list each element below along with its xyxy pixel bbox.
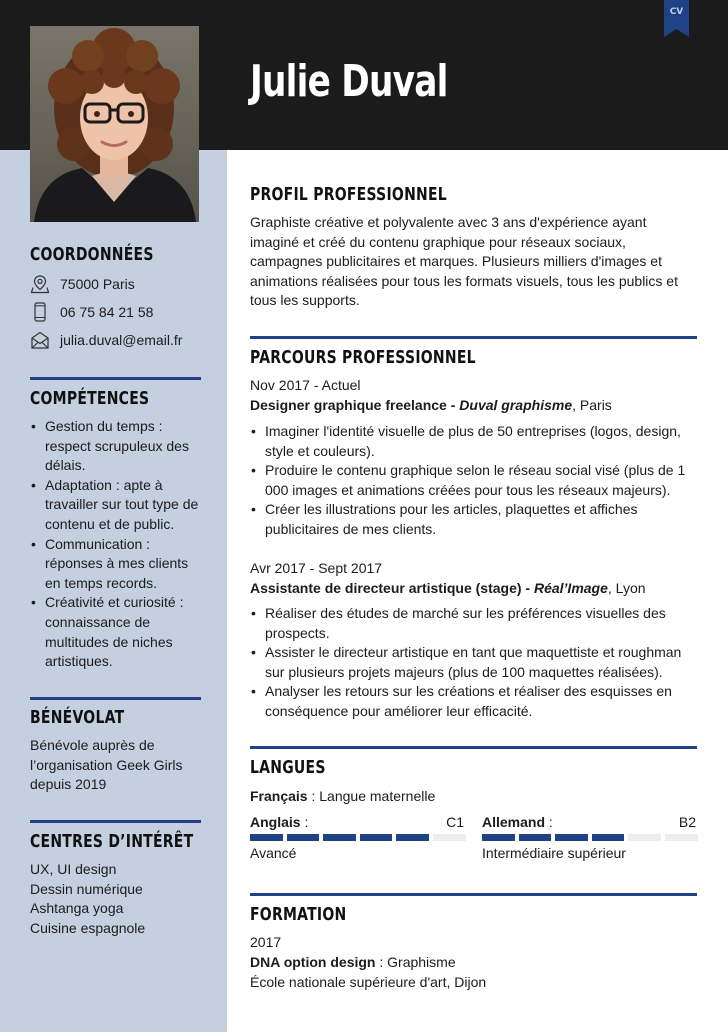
level-segment (396, 834, 429, 841)
level-segment (250, 834, 283, 841)
skill-item: • Créativité et curiosité : connaissance de multitudes de niches artistiques. (30, 593, 200, 671)
sidebar-divider (30, 820, 201, 823)
education-field: Graphisme (387, 954, 456, 970)
contact-phone (30, 301, 153, 323)
native-language-level: Langue maternelle (319, 788, 436, 804)
level-segment (360, 834, 393, 841)
sidebar-divider (30, 697, 201, 700)
job-company: Duval graphisme (459, 397, 573, 413)
language-sep: : (300, 814, 309, 830)
level-segment (287, 834, 320, 841)
language-name-row (482, 813, 553, 833)
job-title-line (250, 579, 646, 599)
job-dates: Nov 2017 - Actuel (250, 377, 361, 393)
envelope-icon (30, 330, 50, 350)
location-icon (30, 274, 50, 294)
skills-list (30, 417, 200, 672)
interest-item: Ashtanga yoga (30, 900, 124, 917)
skills-title: COMPÉTENCES (30, 389, 150, 409)
job-bullets (250, 604, 697, 722)
education-year: 2017 (250, 934, 282, 950)
interests-title: CENTRES D’INTÉRÊT (30, 832, 194, 852)
skill-item: • Adaptation : apte à travailler sur tout type de contenu et de public. (30, 476, 200, 535)
job-location: , Lyon (607, 580, 646, 596)
language-sep: : (545, 814, 553, 830)
job-bullets (250, 422, 697, 540)
level-segment (555, 834, 588, 841)
contact-title: COORDONNÉES (30, 245, 154, 265)
profile-text: Graphiste créative et polyvalente avec 3 ans d'expérience ayant imaginé et créé du contenu graphique pour réseaux sociaux, campagnes publicitaires et marques. Plusieurs milliers d'images et animations réalisées pour tous les formats visuels, tous les publics et tous les supports. (250, 214, 678, 309)
bookmark-icon (664, 0, 689, 37)
language-name: Anglais (250, 814, 301, 830)
level-segment (433, 834, 466, 841)
contact-location (30, 273, 135, 295)
education-sep: : (375, 954, 388, 970)
cv-label: CV (669, 7, 684, 17)
main-divider (250, 336, 697, 339)
contact-email (30, 329, 182, 351)
interest-item: Cuisine espagnole (30, 919, 146, 936)
education-degree-line (250, 953, 456, 973)
job-dates: Avr 2017 - Sept 2017 (250, 560, 383, 576)
contact-email-text: julia.duval@email.fr (60, 332, 183, 348)
skill-item: • Communication : réponses à mes clients en temps records. (30, 535, 200, 594)
native-language (250, 787, 435, 807)
job-bullet: • Réaliser des études de marché sur les préférences visuelles des prospects. (250, 604, 697, 643)
level-segment (592, 834, 625, 841)
skill-item: • Gestion du temps : respect scrupuleux des délais. (30, 417, 200, 476)
language-level-bar (250, 834, 466, 841)
sidebar-divider (30, 377, 201, 380)
contact-location-text: 75000 Paris (60, 276, 135, 292)
language-level-text: Intermédiaire supérieur (482, 845, 626, 861)
level-segment (482, 834, 515, 841)
job-bullet: • Assister le directeur artistique en tant que maquettiste et roughman sur plusieurs projets majeurs (plus de 100 maquettes réalisées). (250, 643, 697, 682)
education-title: FORMATION (250, 905, 347, 925)
language-code: C1 (446, 814, 464, 830)
candidate-name: Julie Duval (250, 56, 448, 107)
job-role: Designer graphique freelance - (250, 397, 460, 413)
job-bullet: • Produire le contenu graphique selon le réseau social visé (plus de 1 000 images et animations créées pour tous les réseaux majeurs). (250, 461, 697, 500)
language-level-text: Avancé (250, 845, 297, 861)
education-degree: DNA option design (250, 954, 376, 970)
language-code: B2 (678, 814, 696, 830)
job-bullet: • Créer les illustrations pour les articles, plaquettes et affiches publicitaires de mes clients. (250, 500, 697, 539)
language-name-row (250, 813, 308, 833)
native-language-sep: : (307, 788, 320, 804)
profile-title: PROFIL PROFESSIONNEL (250, 185, 447, 205)
phone-icon (30, 302, 50, 322)
languages-title: LANGUES (250, 758, 326, 778)
job-location: , Paris (572, 397, 612, 413)
job-bullet: • Imaginer l'identité visuelle de plus de 50 entreprises (logos, design, style et couleurs). (250, 422, 697, 461)
level-segment (628, 834, 661, 841)
contact-phone-text: 06 75 84 21 58 (60, 304, 154, 320)
interest-item: Dessin numérique (30, 880, 143, 897)
job-bullet: • Analyser les retours sur les créations et réaliser des esquisses en conséquence pour améliorer leur efficacité. (250, 682, 697, 721)
native-language-name: Français (250, 788, 308, 804)
interest-item: UX, UI design (30, 861, 117, 877)
main-divider (250, 893, 697, 896)
job-company: Réal’Image (533, 580, 608, 596)
main-divider (250, 746, 697, 749)
cv-bookmark (664, 0, 689, 37)
level-segment (665, 834, 698, 841)
job-role: Assistante de directeur artistique (stage) - (250, 580, 534, 596)
level-segment (323, 834, 356, 841)
experience-title: PARCOURS PROFESSIONNEL (250, 348, 476, 368)
education-school: École nationale supérieure d'art, Dijon (250, 974, 487, 990)
profile-photo (30, 26, 199, 222)
job-title-line (250, 396, 612, 416)
language-name: Allemand (482, 814, 546, 830)
language-level-bar (482, 834, 698, 841)
volunteer-text: Bénévole auprès de l’organisation Geek Girls depuis 2019 (30, 737, 183, 793)
volunteer-title: BÉNÉVOLAT (30, 708, 125, 728)
level-segment (519, 834, 552, 841)
